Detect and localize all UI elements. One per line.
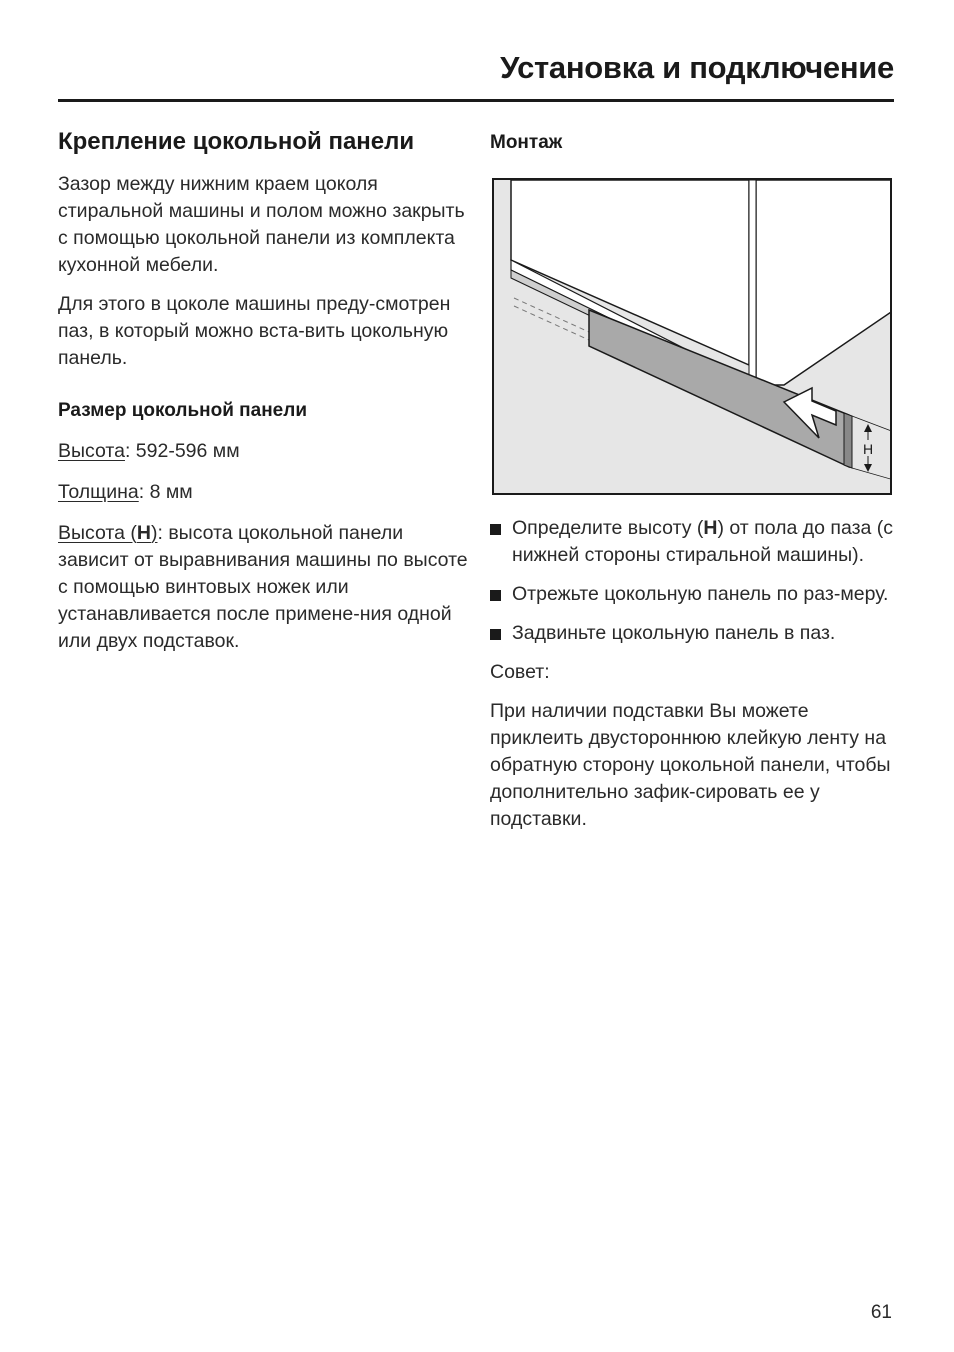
header-divider: [58, 99, 894, 102]
step-bold: H: [703, 517, 718, 539]
right-column: [490, 126, 894, 845]
spec-height: [58, 438, 468, 465]
step-text: Задвиньте цокольную панель в паз.: [512, 622, 836, 644]
machine-side: [756, 180, 892, 385]
dimension-extension: [852, 468, 892, 480]
step-item: [490, 515, 894, 569]
installation-illustration: [492, 178, 892, 495]
plinth-panel-edge: [844, 413, 852, 468]
dimension-arrow-up: [864, 424, 872, 432]
step-item: [490, 620, 894, 647]
tip-label: Совет:: [490, 661, 550, 683]
step-text-after: ) от пола до паза (с нижней стороны стиральной машины).: [512, 517, 894, 566]
spec-thickness: [58, 479, 468, 506]
bullet-icon: [490, 524, 501, 535]
spec-thickness-value: : 8 мм: [138, 481, 193, 503]
dimension-label-h: H: [862, 441, 874, 457]
mount-subtitle: Монтаж: [490, 132, 563, 153]
spec-height-value: : 592-596 мм: [124, 440, 240, 462]
installation-steps: [490, 515, 894, 647]
hidden-line: [514, 306, 589, 340]
spec-height-h-text: : высота цокольной панели зависит от выравнивания машины по высоте с помощью винтовых ножек или устанавливается после примене-ния одной или двух подставок.: [58, 522, 468, 652]
bullet-icon: [490, 629, 501, 640]
intro-paragraph: Зазор между нижним краем цоколя стиральной машины и полом можно закрыть с помощью цокольной панели из комплекта кухонной мебели.: [58, 173, 465, 276]
page-header-title: Установка и подключение: [500, 50, 894, 85]
illustration-svg: [494, 180, 892, 495]
dimension-arrow-down: [864, 464, 872, 472]
step-item: [490, 581, 894, 608]
section-title: Крепление цокольной панели: [58, 128, 415, 155]
left-column: [58, 126, 468, 667]
spec-height-h-label: [58, 522, 157, 544]
dimension-extension: [852, 416, 892, 432]
label-bold: H: [136, 522, 151, 544]
spec-height-h: [58, 520, 468, 655]
size-subtitle: Размер цокольной панели: [58, 400, 308, 421]
page-number: 61: [870, 1302, 892, 1323]
tip-text: При наличии подставки Вы можете приклеить двустороннюю клейкую ленту на обратную сторону цокольной панели, чтобы дополнительно зафик-сировать ее у подставки.: [490, 700, 891, 830]
label-prefix: Высота (: [58, 522, 137, 544]
label-suffix: ): [150, 522, 158, 544]
bullet-icon: [490, 590, 501, 601]
machine-edge: [749, 180, 756, 385]
step-text: Определите высоту (: [512, 517, 704, 539]
spec-thickness-label: Толщина: [58, 481, 139, 503]
step-text: Отрежьте цокольную панель по раз-меру.: [512, 583, 889, 605]
spec-height-label: Высота: [58, 440, 125, 462]
intro-paragraph: Для этого в цоколе машины преду-смотрен паз, в который можно вста-вить цокольную панель.: [58, 293, 451, 369]
